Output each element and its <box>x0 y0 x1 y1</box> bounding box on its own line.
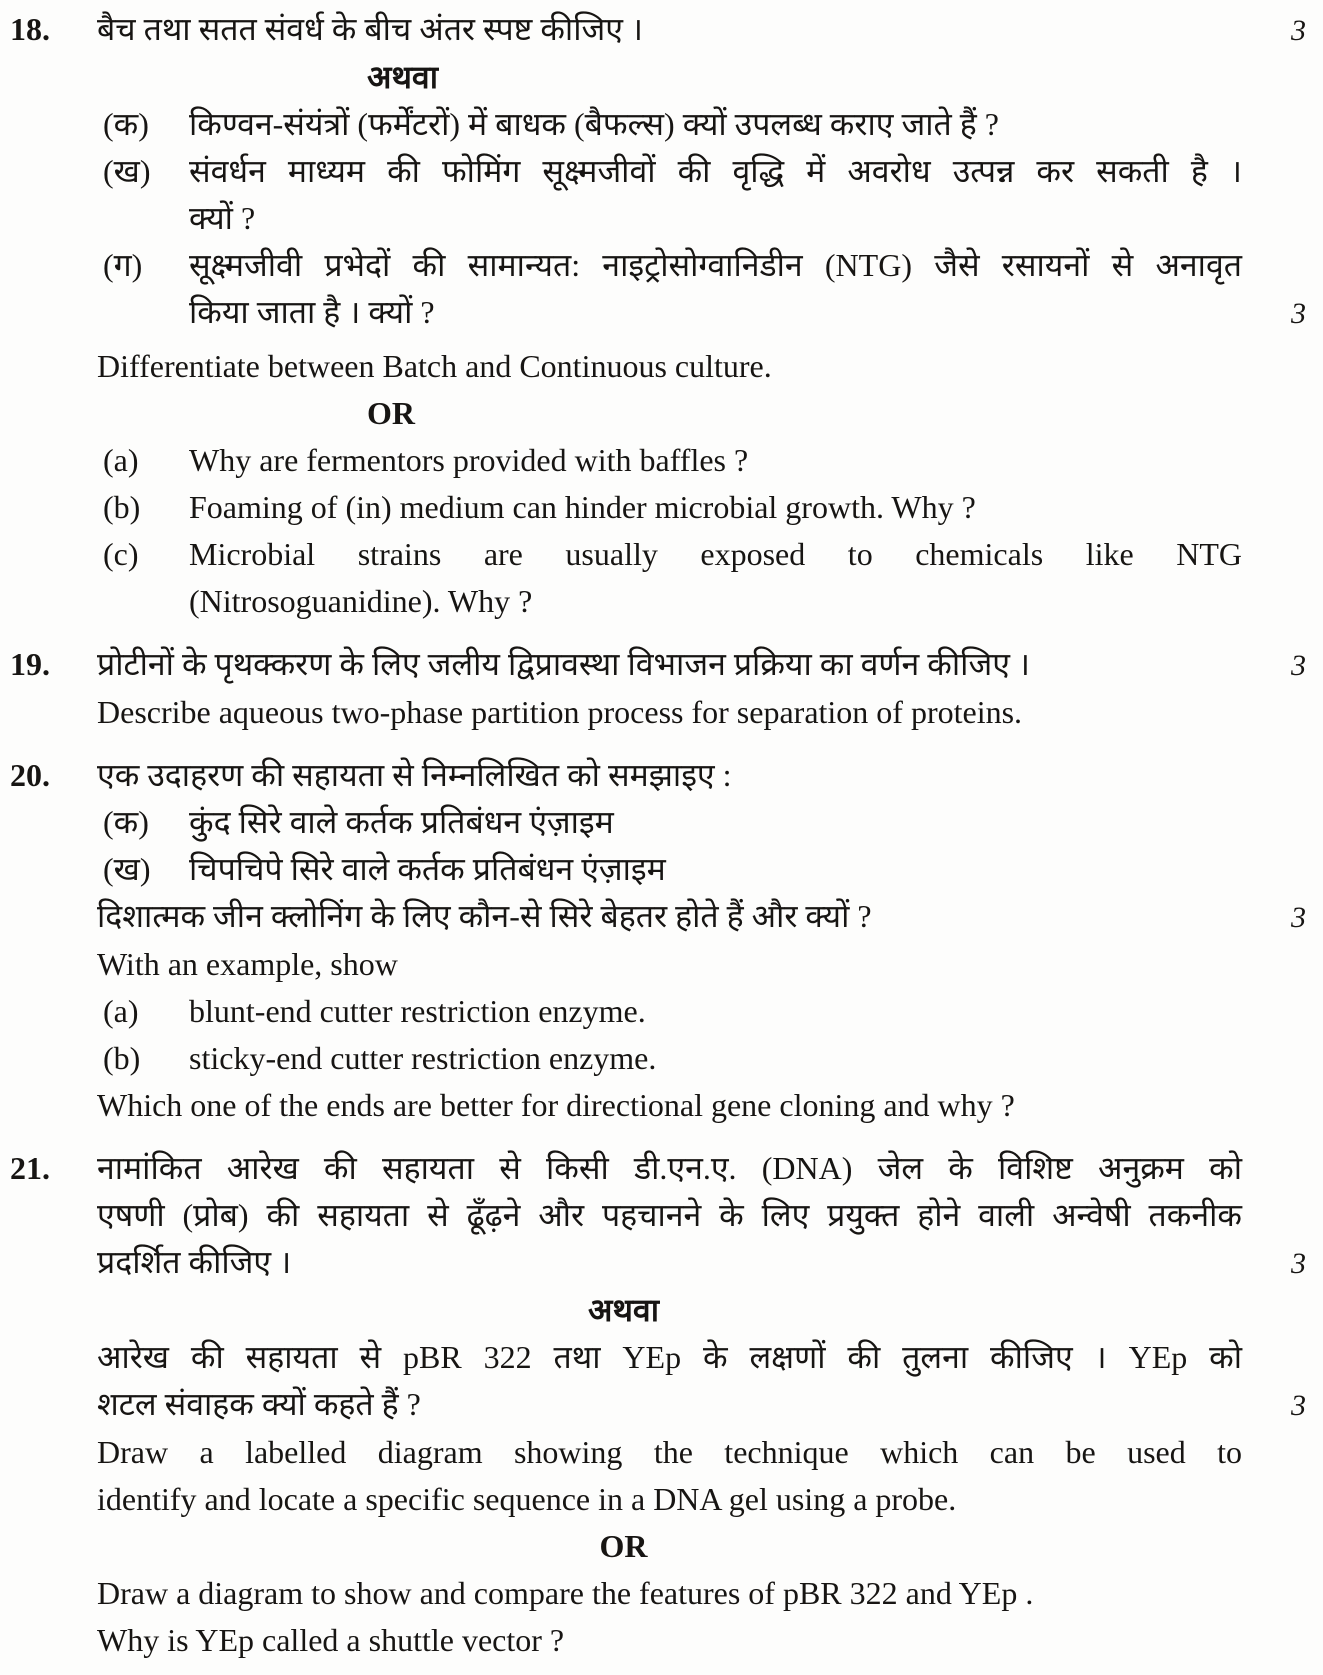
q19-english-main: Describe aqueous two-phase partition process for separation of proteins. <box>97 694 1023 730</box>
q18-part-ka-label: (क) <box>103 106 149 142</box>
q21-or-divider-hindi: अथवा <box>588 1292 659 1328</box>
q21-hindi-line3-row <box>97 1239 1306 1287</box>
q20-english-tail: Which one of the ends are better for directional gene cloning and why ? <box>97 1087 1015 1123</box>
q20-part-b-text: sticky-end cutter restriction enzyme. <box>189 1040 657 1076</box>
q21-english-line2: identify and locate a specific sequence in a DNA gel using a probe. <box>97 1481 957 1517</box>
q18-part-b-label: (b) <box>103 489 141 525</box>
q20-part-kha-label: (ख) <box>103 851 151 887</box>
q18-hindi-main-text: बैच तथा सतत संवर्ध के बीच अंतर स्पष्ट कीजिए । <box>97 11 644 47</box>
q18-part-ga <box>97 242 1306 289</box>
q20-part-kha-text: चिपचिपे सिरे वाले कर्तक प्रतिबंधन एंज़ाइम <box>189 851 666 887</box>
q18-part-b-text: Foaming of (in) medium can hinder microbial growth. Why ? <box>189 489 976 525</box>
question-20-number: 20. <box>10 757 50 793</box>
q20-marks: 3 <box>1291 901 1306 934</box>
q21-marks: 3 <box>1291 1247 1306 1280</box>
q20-part-a <box>97 988 1306 1035</box>
q18-part-ga-marks: 3 <box>1291 297 1306 330</box>
q18-marks: 3 <box>1291 14 1306 47</box>
question-18-number: 18. <box>10 11 50 47</box>
q21-hindi-alt-line2: शटल संवाहक क्यों कहते हैं ? <box>97 1386 421 1422</box>
q18-part-kha <box>97 148 1306 242</box>
q18-or-divider-hindi: अथवा <box>367 59 438 95</box>
q21-english-alt-line1: Draw a diagram to show and compare the features of pBR 322 and YEp . <box>97 1575 1034 1611</box>
question-18 <box>10 6 1306 625</box>
question-18-body <box>97 6 1306 625</box>
q21-english-line1: Draw a labelled diagram showing the technique which can be used to <box>97 1434 1242 1470</box>
q21-hindi-line2: एषणी (प्रोब) की सहायता से ढूँढ़ने और पहचानने के लिए प्रयुक्त होने वाली अन्वेषी तकनीक <box>97 1197 1242 1233</box>
question-19-body <box>97 641 1306 736</box>
q20-part-b <box>97 1035 1306 1082</box>
q18-part-kha-line1: संवर्धन माध्यम की फोमिंग सूक्ष्मजीवों की वृद्धि में अवरोध उत्पन्न कर सकती है । <box>189 153 1242 189</box>
question-21-number: 21. <box>10 1150 50 1186</box>
q18-part-kha-line2: क्यों ? <box>189 200 256 236</box>
q21-hindi-line3: प्रदर्शित कीजिए । <box>97 1244 292 1280</box>
question-19-number: 19. <box>10 646 50 682</box>
q18-part-ga-line1: सूक्ष्मजीवी प्रभेदों की सामान्यत: नाइट्रोसोग्वानिडीन (NTG) जैसे रसायनों से अनावृत <box>189 247 1242 283</box>
q18-part-c-line2: (Nitrosoguanidine). Why ? <box>189 583 533 619</box>
q18-part-a <box>97 437 1306 484</box>
q20-part-ka-text: कुंद सिरे वाले कर्तक प्रतिबंधन एंज़ाइम <box>189 804 614 840</box>
q21-english-alt-line2: Why is YEp called a shuttle vector ? <box>97 1622 565 1658</box>
q18-part-c-label: (c) <box>103 536 139 572</box>
q21-hindi-alt-line2-row <box>97 1381 1306 1429</box>
q20-part-a-label: (a) <box>103 993 139 1029</box>
question-21 <box>10 1145 1306 1664</box>
q18-part-c-line1: Microbial strains are usually exposed to chemicals like NTG <box>189 536 1242 572</box>
q20-english-intro: With an example, show <box>97 946 398 982</box>
q21-alt-marks: 3 <box>1291 1389 1306 1422</box>
q18-part-a-label: (a) <box>103 442 139 478</box>
q20-part-kha <box>97 846 1306 893</box>
q19-hindi-main-text: प्रोटीनों के पृथक्करण के लिए जलीय द्विप्रावस्था विभाजन प्रक्रिया का वर्णन कीजिए । <box>97 646 1031 682</box>
q18-hindi-main-row <box>97 6 1306 54</box>
q18-part-b <box>97 484 1306 531</box>
q20-part-b-label: (b) <box>103 1040 141 1076</box>
q20-part-ka-label: (क) <box>103 804 149 840</box>
q18-part-ga-line2: किया जाता है । क्यों ? <box>189 294 435 330</box>
q20-part-a-text: blunt-end cutter restriction enzyme. <box>189 993 646 1029</box>
q18-part-ga-label: (ग) <box>103 247 143 283</box>
q20-part-ka <box>97 799 1306 846</box>
question-20-body <box>97 752 1306 1129</box>
q18-or-divider-english: OR <box>367 395 415 431</box>
q18-part-kha-label: (ख) <box>103 153 151 189</box>
q18-english-main: Differentiate between Batch and Continuous culture. <box>97 348 772 384</box>
q21-hindi-line1: नामांकित आरेख की सहायता से किसी डी.एन.ए. (DNA) जेल के विशिष्ट अनुक्रम को <box>97 1150 1242 1186</box>
q18-part-c <box>97 531 1306 625</box>
question-20 <box>10 752 1306 1129</box>
q19-hindi-main-row <box>97 641 1306 689</box>
q19-marks: 3 <box>1291 649 1306 682</box>
q20-hindi-tail-row <box>97 893 1306 941</box>
q20-hindi-intro: एक उदाहरण की सहायता से निम्नलिखित को समझाइए : <box>97 757 732 793</box>
q18-part-ka-text: किण्वन-संयंत्रों (फर्मेंटरों) में बाधक (बैफल्स) क्यों उपलब्ध कराए जाते हैं ? <box>189 106 999 142</box>
question-21-body <box>97 1145 1306 1664</box>
q21-or-divider-english: OR <box>599 1528 648 1564</box>
question-19 <box>10 641 1306 736</box>
q18-part-a-text: Why are fermentors provided with baffles ? <box>189 442 749 478</box>
q21-hindi-alt-line1: आरेख की सहायता से pBR 322 तथा YEp के लक्षणों की तुलना कीजिए । YEp को <box>97 1339 1242 1375</box>
q18-part-ga-cont-row <box>97 289 1306 337</box>
q20-hindi-tail-text: दिशात्मक जीन क्लोनिंग के लिए कौन-से सिरे बेहतर होते हैं और क्यों ? <box>97 898 872 934</box>
q18-part-ka <box>97 101 1306 148</box>
